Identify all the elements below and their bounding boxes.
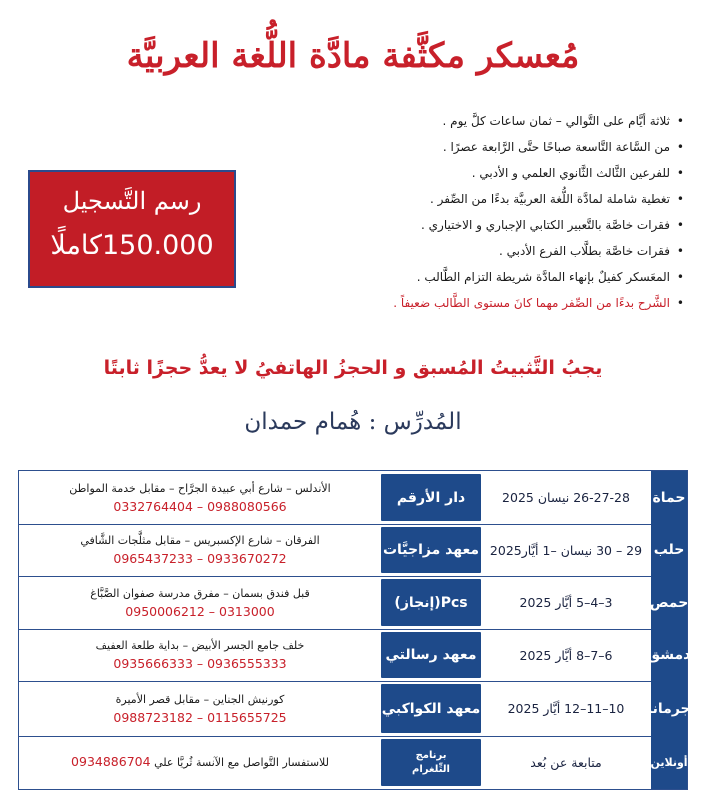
feature-item: • الشَّرح بدءًا من الصِّفر مهما كانَ مستوى الطَّالب ضعيفاً . bbox=[354, 290, 684, 316]
city-cell: حلب bbox=[651, 524, 687, 576]
date-cell: متابعة عن بُعد bbox=[530, 755, 602, 770]
date-cell: 29 – 30 نيسان –1 أيَّار2025 bbox=[489, 542, 643, 558]
phone-numbers: 0115655725 – 0988723182 bbox=[113, 709, 287, 725]
teacher-name: المُدرِّس : هُمام حمدان bbox=[244, 409, 462, 435]
feature-item: • من السَّاعة التَّاسعة صباحًا حتَّى الرَّابعة عصرًا . bbox=[354, 134, 684, 160]
feature-item: • المعَسكر كفيلٌ بإنهاء المادَّة شريطة التزام الطَّالب . bbox=[354, 264, 684, 290]
contact-phone: 0934886704 bbox=[71, 754, 151, 769]
table-row bbox=[19, 681, 691, 737]
schedule-table bbox=[18, 470, 691, 790]
address-cell bbox=[19, 471, 381, 524]
feature-item: • تغطية شاملة لمادَّة اللُّغة العربيَّة بدءًا من الصِّفر . bbox=[354, 186, 684, 212]
table-row bbox=[19, 471, 687, 525]
city-cell: دمشق bbox=[651, 629, 687, 681]
feature-item: • للفرعين الثَّالث الثَّانوي العلمي و الأدبي . bbox=[354, 160, 684, 186]
registration-fee-box bbox=[28, 170, 236, 288]
address-cell bbox=[19, 576, 381, 629]
phone-numbers: 0936555333 – 0935666333 bbox=[113, 656, 287, 671]
table-row bbox=[19, 576, 687, 630]
address-cell bbox=[19, 524, 381, 576]
venue-line: برنامج bbox=[415, 749, 447, 761]
venue-line: التِّلغرام bbox=[412, 763, 450, 775]
table-row bbox=[19, 524, 687, 577]
city-cell: حمص bbox=[651, 576, 687, 629]
city-cell: أونلاين bbox=[651, 736, 687, 789]
date-cell: 26-27-28 نيسان 2025 bbox=[502, 490, 630, 505]
phone-numbers: 0988080566 – 0332764404 bbox=[113, 498, 287, 514]
phone-numbers: 0933670272 – 0965437233 bbox=[113, 551, 287, 566]
fee-label: رسم التَّسجيل bbox=[62, 187, 202, 215]
city-cell: حماة bbox=[651, 471, 687, 524]
fee-amount: 150.000كاملًا bbox=[50, 230, 214, 261]
feature-item: • ثلاثة أيَّام على التَّوالي – ثمان ساعات كلَّ يوم . bbox=[354, 108, 684, 134]
address-cell bbox=[19, 629, 381, 681]
table-row bbox=[19, 736, 687, 789]
address-cell bbox=[19, 736, 381, 789]
venue-cell: معهد الكواكبي bbox=[381, 684, 481, 733]
address-text: خلف جامع الجسر الأبيض – بداية طلعة العفيف bbox=[95, 639, 305, 652]
city-cell: جرمانا bbox=[651, 681, 687, 736]
contact-line bbox=[71, 753, 329, 772]
venue-cell: Pcs(إنجاز) bbox=[381, 579, 481, 626]
feature-item: • فقرات خاصَّة بطلَّاب الفرع الأدبي . bbox=[354, 238, 684, 264]
address-text: كورنيش الجناين – مقابل قصر الأميرة bbox=[115, 692, 285, 706]
address-cell bbox=[19, 681, 381, 736]
feature-item: • فقرات خاصَّة بالتَّعبير الكتابي الإجباري و الاختياري . bbox=[354, 212, 684, 238]
venue-cell: معهد رسالتي bbox=[381, 632, 481, 678]
features-list bbox=[354, 108, 684, 316]
page-title: مُعسكر مكثَّفة مادَّة اللُّغة العربيَّة bbox=[126, 36, 580, 76]
address-text: الفرقان – شارع الإكسبريس – مقابل مثلَّجات الشَّافي bbox=[80, 534, 320, 547]
address-text: الأندلس – شارع أبي عبيدة الجرَّاح – مقابل خدمة المواطن bbox=[69, 481, 331, 495]
address-text: قبل فندق بسمان – مفرق مدرسة صفوان الصَّبَّاغ bbox=[90, 586, 310, 600]
venue-cell bbox=[381, 739, 481, 786]
date-cell: 10–11–12 أيَّار 2025 bbox=[507, 701, 625, 716]
venue-cell: دار الأرقم bbox=[381, 474, 481, 521]
date-cell: 6–7–8 أيَّار 2025 bbox=[519, 647, 613, 663]
table-row bbox=[19, 629, 691, 682]
contact-text: للاستفسار التَّواصل مع الآنسة ثُريَّا علي bbox=[154, 756, 329, 769]
booking-warning: يجبُ التَّثبيتُ المُسبق و الحجزُ الهاتفيُ لا يعدُّ حجزًا ثابتًا bbox=[103, 357, 603, 379]
phone-numbers: 0313000 – 0950006212 bbox=[125, 603, 275, 619]
venue-cell: معهد مزاجيَّات bbox=[381, 527, 481, 573]
date-cell: 3–4–5 أيَّار 2025 bbox=[519, 595, 613, 610]
